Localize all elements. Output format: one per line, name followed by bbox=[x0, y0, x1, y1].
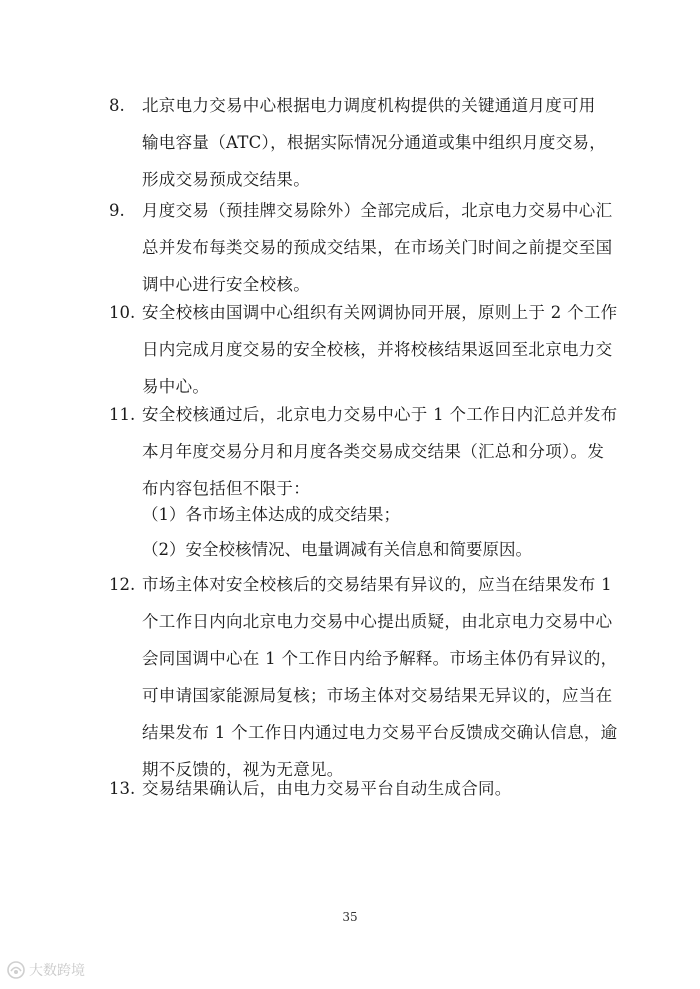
item-number: 8. bbox=[109, 96, 125, 115]
item-text-line: 个工作日内向北京电力交易中心提出质疑，由北京电力交易中心 bbox=[142, 612, 613, 631]
item-number: 11. bbox=[109, 405, 136, 424]
sub-item-2: （2）安全校核情况、电量调减有关信息和简要原因。 bbox=[142, 540, 532, 559]
item-number: 9. bbox=[109, 201, 125, 220]
item-number: 10. bbox=[109, 303, 136, 322]
item-text-line: 会同国调中心在 1 个工作日内给予解释。市场主体仍有异议的， bbox=[142, 649, 618, 668]
item-text-line: 交易结果确认后，由电力交易平台自动生成合同。 bbox=[142, 779, 512, 798]
item-text-line: 北京电力交易中心根据电力调度机构提供的关键通道月度可用 bbox=[142, 96, 596, 115]
item-text-line: 本月年度交易分月和月度各类交易成交结果（汇总和分项）。发 bbox=[142, 442, 605, 461]
item-text-line: 安全校核由国调中心组织有关网调协同开展，原则上于 2 个工作 bbox=[142, 303, 618, 322]
item-text-line: 月度交易（预挂牌交易除外）全部完成后，北京电力交易中心汇 bbox=[142, 201, 613, 220]
item-text-line: 安全校核通过后，北京电力交易中心于 1 个工作日内汇总并发布 bbox=[142, 405, 618, 424]
item-number: 13. bbox=[109, 779, 136, 798]
item-number: 12. bbox=[109, 575, 136, 594]
item-text-line: 布内容包括但不限于： bbox=[142, 479, 310, 498]
watermark-text: 大数跨境 bbox=[29, 963, 85, 979]
item-text-line: 市场主体对安全校核后的交易结果有异议的，应当在结果发布 1 bbox=[142, 575, 612, 594]
page-number: 35 bbox=[342, 910, 358, 924]
item-text-line: 日内完成月度交易的安全校核，并将校核结果返回至北京电力交 bbox=[142, 340, 613, 359]
watermark bbox=[6, 960, 85, 980]
item-text-line: 总并发布每类交易的预成交结果，在市场关门时间之前提交至国 bbox=[142, 238, 613, 257]
item-text-line: 结果发布 1 个工作日内通过电力交易平台反馈成交确认信息，逾 bbox=[142, 723, 618, 742]
watermark-logo-icon bbox=[6, 960, 26, 980]
item-text-line: 易中心。 bbox=[142, 377, 210, 396]
item-text-line: 输电容量（ATC），根据实际情况分通道或集中组织月度交易， bbox=[142, 133, 607, 152]
sub-item-1: （1）各市场主体达成的成交结果； bbox=[142, 505, 400, 524]
item-text-line: 形成交易预成交结果。 bbox=[142, 170, 310, 189]
item-text-line: 可申请国家能源局复核；市场主体对交易结果无异议的，应当在 bbox=[142, 686, 613, 705]
item-text-line: 期不反馈的，视为无意见。 bbox=[142, 760, 344, 779]
item-text-line: 调中心进行安全校核。 bbox=[142, 275, 310, 294]
